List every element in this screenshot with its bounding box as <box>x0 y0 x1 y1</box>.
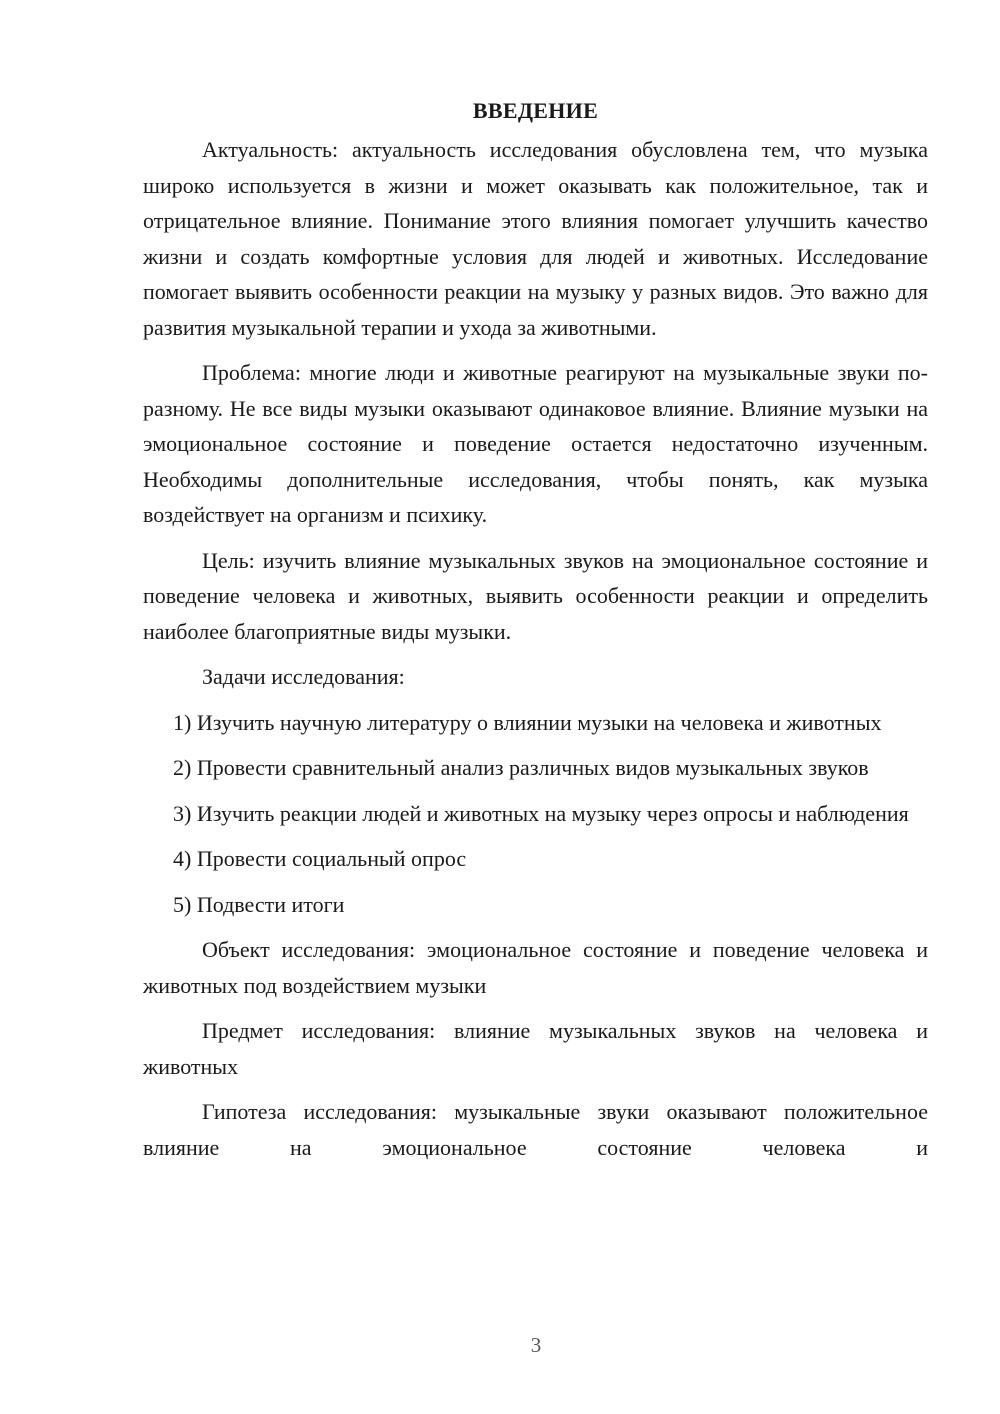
task-item: 4) Провести социальный опрос <box>173 846 467 871</box>
hypothesis-paragraph: Гипотеза исследования: музыкальные звуки оказывают положительное влияние на эмоциональное состояние человека и <box>143 1099 928 1160</box>
tasks-heading: Задачи исследования: <box>202 664 405 689</box>
task-item: 2) Провести сравнительный анализ различных видов музыкальных звуков <box>173 755 869 780</box>
task-item: 5) Подвести итоги <box>173 891 345 917</box>
task-item: 1) Изучить научную литературу о влиянии музыки на человека и животных <box>173 709 882 735</box>
task-item: 3) Изучить реакции людей и животных на музыку через опросы и наблюдения <box>173 800 909 826</box>
relevance-paragraph: Актуальность: актуальность исследования обусловлена тем, что музыка широко используется в жизни и может оказывать как положительное, так и отрицательное влияние. Понимание этого влияния помогает улучшить качество жизни и создать комфортные условия для людей и животных. Исследование помогает выявить особенности реакции на музыку у разных видов. Это важно для развития музыкальной терапии и ухода за животными. <box>143 137 928 340</box>
object-paragraph: Объект исследования: эмоциональное состояние и поведение человека и животных под воздействием музыки <box>143 937 928 998</box>
goal-paragraph: Цель: изучить влияние музыкальных звуков на эмоциональное состояние и поведение человека и животных, выявить особенности реакции и определить наиболее благоприятные виды музыки. <box>143 547 928 644</box>
document-page <box>143 96 928 1175</box>
page-number: 3 <box>530 1333 542 1357</box>
problem-paragraph: Проблема: многие люди и животные реагируют на музыкальные звуки по-разному. Не все виды музыки оказывают одинаковое влияние. Влияние музыки на эмоциональное состояние и поведение остается недостаточно изученным. Необходимы дополнительные исследования, чтобы понять, как музыка воздействует на организм и психику. <box>143 360 928 527</box>
document-title: ВВЕДЕНИЕ <box>472 98 599 123</box>
subject-paragraph: Предмет исследования: влияние музыкальных звуков на человека и животных <box>143 1018 928 1079</box>
